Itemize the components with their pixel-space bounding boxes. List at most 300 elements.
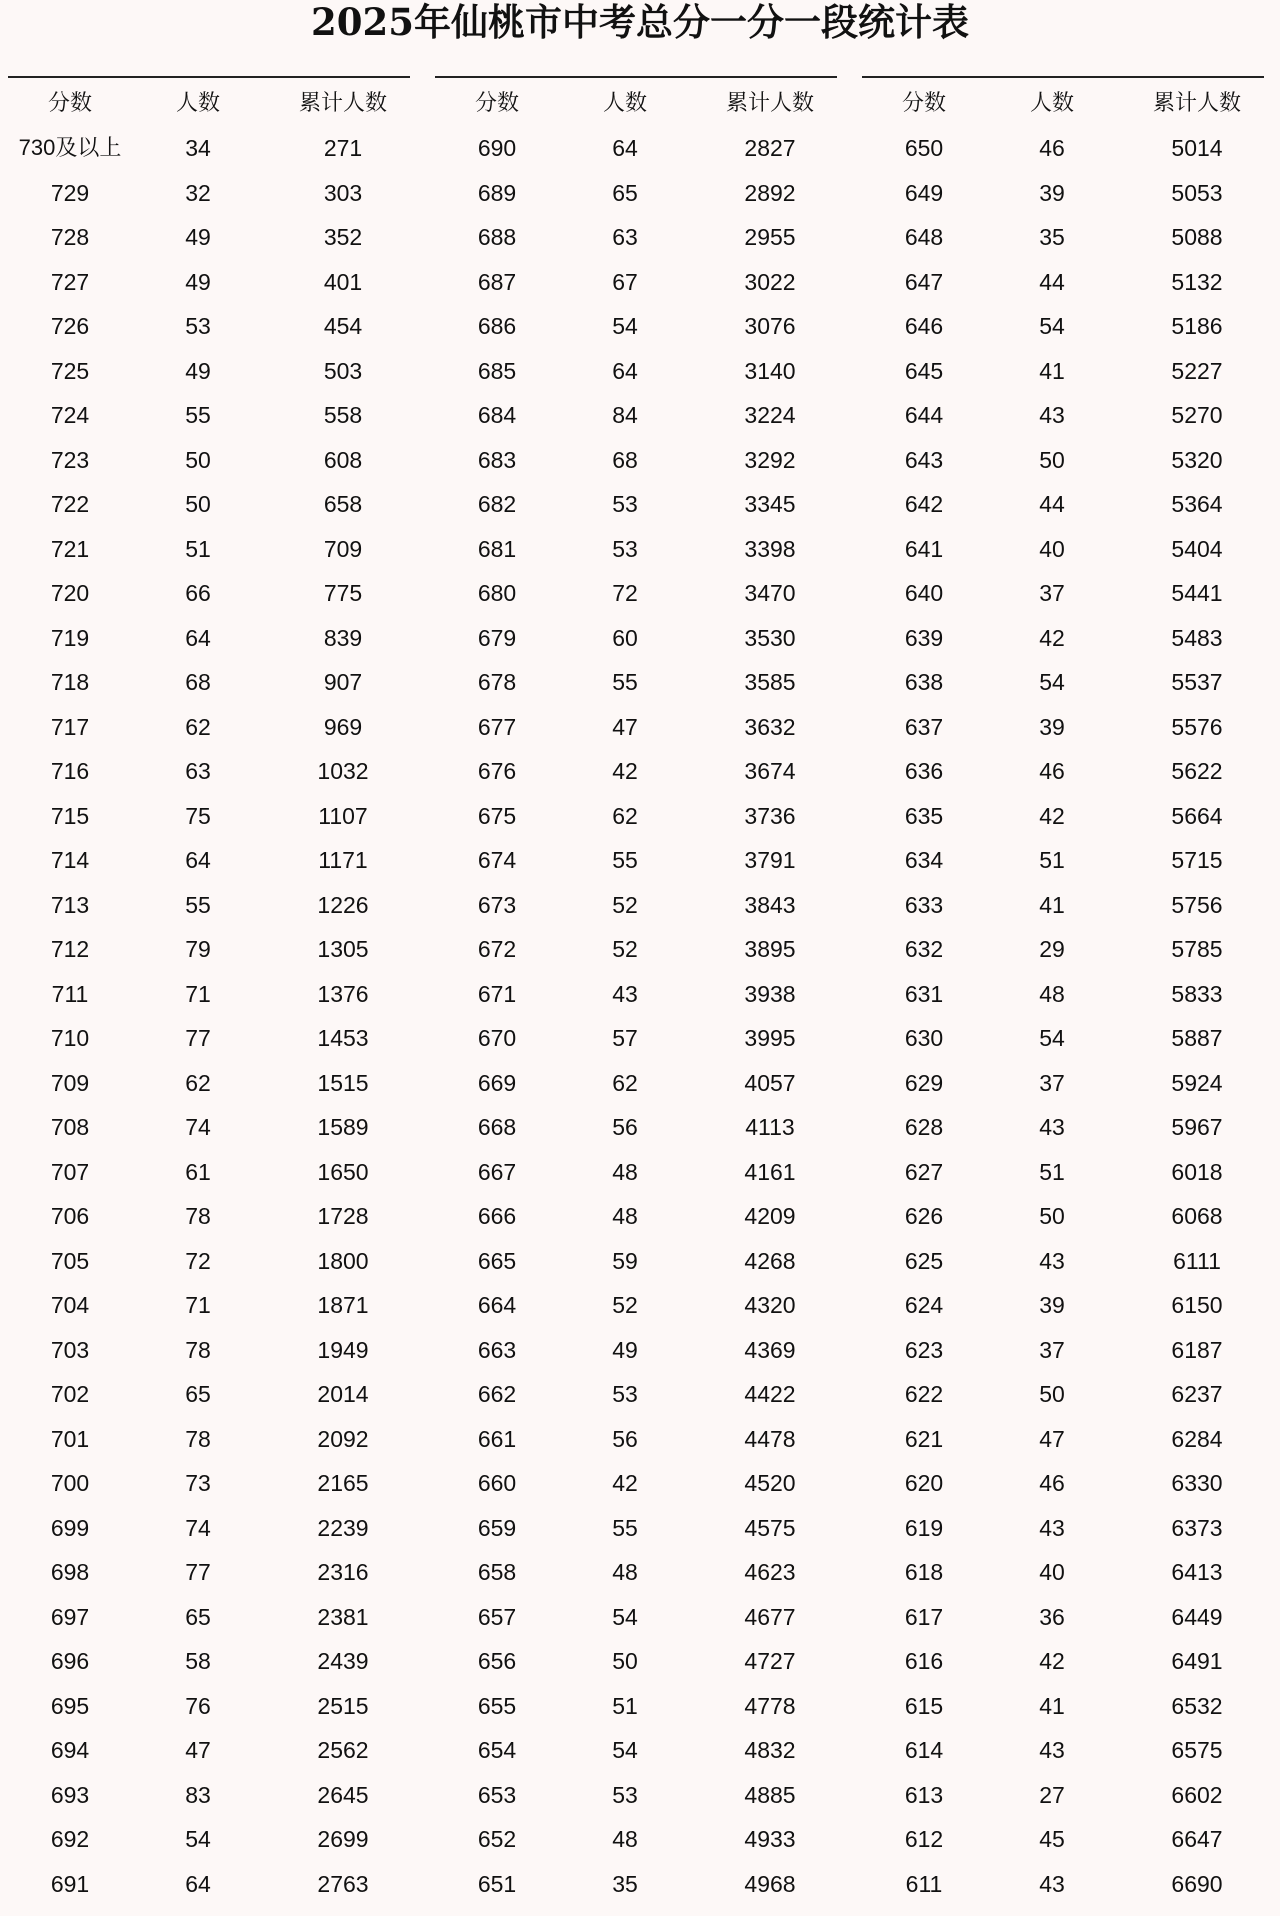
score-cell: 692: [50, 1826, 90, 1852]
score-cell: 670: [477, 1025, 517, 1051]
count-cell: 37: [1039, 580, 1065, 606]
cumulative-cell: 608: [323, 446, 363, 473]
cumulative-cell: 271: [323, 135, 363, 161]
count-cell: 43: [612, 980, 638, 1007]
count-cell: 51: [1039, 847, 1065, 873]
count-cell: 63: [185, 758, 211, 784]
table-row: [8, 1639, 410, 1684]
table-row: [8, 1283, 410, 1328]
count-cell: 48: [1039, 980, 1065, 1007]
table-row: [862, 438, 1264, 483]
cumulative-cell: 4320: [744, 1292, 796, 1318]
score-cell: 655: [477, 1692, 517, 1719]
count-cell: 71: [185, 1292, 211, 1318]
score-cell: 616: [904, 1648, 944, 1674]
cumulative-cell: 6187: [1171, 1336, 1223, 1363]
score-cell: 632: [904, 936, 944, 962]
table-row: [8, 304, 410, 349]
table-row: [862, 1372, 1264, 1417]
count-cell: 29: [1039, 936, 1065, 962]
score-cell: 705: [50, 1247, 90, 1274]
count-cell: 64: [612, 357, 638, 384]
cumulative-cell: 3995: [744, 1025, 796, 1051]
score-cell: 693: [50, 1781, 90, 1808]
score-cell: 685: [477, 357, 517, 384]
table-row: [8, 571, 410, 616]
count-cell: 54: [612, 1603, 638, 1630]
score-cell: 671: [477, 980, 517, 1007]
score-cell: 675: [477, 802, 517, 829]
cumulative-cell: 1171: [318, 847, 368, 873]
count-cell: 64: [185, 1870, 211, 1897]
cumulative-cell: 2562: [317, 1737, 369, 1763]
count-cell: 52: [612, 1292, 638, 1318]
score-cell: 726: [50, 313, 90, 339]
table-row: [862, 1194, 1264, 1239]
score-cell: 633: [904, 891, 944, 918]
count-cell: 35: [612, 1870, 638, 1897]
score-cell: 621: [904, 1425, 944, 1452]
score-cell: 656: [477, 1648, 517, 1674]
score-cell: 615: [904, 1692, 944, 1719]
count-cell: 43: [1039, 1114, 1065, 1140]
score-cell: 627: [904, 1158, 944, 1185]
cumulative-cell: 3022: [744, 268, 796, 295]
count-cell: 35: [1039, 224, 1065, 250]
count-cell: 56: [612, 1114, 638, 1140]
count-cell: 53: [185, 313, 211, 339]
page-title: 2025年仙桃市中考总分一分一段统计表: [311, 0, 969, 44]
header-count: 人数: [175, 91, 220, 116]
table-row: [862, 215, 1264, 260]
table-panel-2: [435, 76, 837, 1906]
table-row: [8, 1372, 410, 1417]
score-cell: 665: [477, 1247, 517, 1274]
table-row: [862, 304, 1264, 349]
count-cell: 54: [1039, 669, 1065, 695]
score-cell: 687: [477, 268, 517, 295]
cumulative-cell: 4209: [744, 1203, 796, 1229]
score-cell: 718: [50, 669, 90, 695]
cumulative-cell: 2515: [317, 1692, 369, 1719]
score-cell: 706: [50, 1203, 90, 1229]
table-body: [862, 126, 1264, 1906]
cumulative-cell: 4727: [744, 1648, 796, 1674]
count-cell: 68: [612, 446, 638, 473]
cumulative-cell: 6373: [1171, 1514, 1223, 1541]
cumulative-cell: 3632: [744, 713, 796, 740]
score-cell: 669: [477, 1069, 517, 1096]
cumulative-cell: 2239: [317, 1514, 369, 1541]
count-cell: 52: [612, 936, 638, 962]
score-cell: 660: [477, 1470, 517, 1496]
table-row: [435, 883, 837, 928]
count-cell: 74: [185, 1114, 211, 1140]
cumulative-cell: 6284: [1171, 1425, 1223, 1452]
count-cell: 51: [1039, 1158, 1065, 1185]
score-cell: 674: [477, 847, 517, 873]
count-cell: 39: [1039, 1292, 1065, 1318]
score-cell: 716: [50, 758, 90, 784]
score-cell: 617: [904, 1603, 944, 1630]
count-cell: 37: [1039, 1336, 1065, 1363]
table-row: [435, 838, 837, 883]
table-row: [8, 1016, 410, 1061]
count-cell: 74: [185, 1514, 211, 1541]
cumulative-cell: 907: [323, 669, 363, 695]
count-cell: 64: [185, 624, 211, 651]
count-cell: 58: [185, 1648, 211, 1674]
cumulative-cell: 2092: [317, 1425, 369, 1452]
score-cell: 683: [477, 446, 517, 473]
count-cell: 63: [612, 224, 638, 250]
cumulative-cell: 6018: [1171, 1158, 1223, 1185]
count-cell: 46: [1039, 135, 1065, 161]
table-row: [862, 883, 1264, 928]
cumulative-cell: 6602: [1171, 1781, 1223, 1808]
table-row: [435, 1328, 837, 1373]
table-row: [435, 571, 837, 616]
count-cell: 51: [612, 1692, 638, 1719]
score-cell: 619: [904, 1514, 944, 1541]
table-row: [8, 1194, 410, 1239]
cumulative-cell: 3791: [744, 847, 796, 873]
score-cell: 697: [50, 1603, 90, 1630]
table-row: [862, 1595, 1264, 1640]
cumulative-cell: 3895: [744, 936, 796, 962]
cumulative-cell: 5887: [1171, 1025, 1223, 1051]
header-cumulative: 累计人数: [1152, 91, 1241, 116]
cumulative-cell: 5715: [1171, 847, 1223, 873]
count-cell: 37: [1039, 1069, 1065, 1096]
table-row: [862, 1684, 1264, 1729]
cumulative-cell: 3530: [744, 624, 796, 651]
header-score: 分数: [901, 91, 946, 116]
score-cell: 699: [50, 1514, 90, 1541]
cumulative-cell: 5320: [1171, 446, 1223, 473]
cumulative-cell: 5088: [1171, 224, 1223, 250]
header-count: 人数: [602, 91, 647, 116]
cumulative-cell: 558: [323, 402, 363, 428]
table-row: [862, 1150, 1264, 1195]
count-cell: 32: [185, 179, 211, 206]
table-row: [8, 1150, 410, 1195]
score-cell: 720: [50, 580, 90, 606]
count-cell: 48: [612, 1826, 638, 1852]
score-cell: 730及以上: [18, 135, 122, 160]
count-cell: 54: [1039, 1025, 1065, 1051]
count-cell: 49: [612, 1336, 638, 1363]
cumulative-cell: 1949: [317, 1336, 369, 1363]
count-cell: 62: [185, 713, 211, 740]
table-row: [8, 215, 410, 260]
cumulative-cell: 6068: [1171, 1203, 1223, 1229]
score-cell: 725: [50, 357, 90, 384]
cumulative-cell: 6413: [1171, 1559, 1223, 1585]
count-cell: 56: [612, 1425, 638, 1452]
count-cell: 57: [612, 1025, 638, 1051]
cumulative-cell: 1589: [317, 1114, 369, 1140]
cumulative-cell: 3292: [744, 446, 796, 473]
cumulative-cell: 4677: [744, 1603, 796, 1630]
count-cell: 61: [185, 1158, 211, 1185]
table-row: [862, 393, 1264, 438]
cumulative-cell: 6491: [1171, 1648, 1223, 1674]
cumulative-cell: 5404: [1171, 535, 1223, 562]
score-cell: 724: [50, 402, 90, 428]
score-cell: 643: [904, 446, 944, 473]
cumulative-cell: 4885: [744, 1781, 796, 1808]
table-row: [435, 972, 837, 1017]
cumulative-cell: 2699: [317, 1826, 369, 1852]
cumulative-cell: 5053: [1171, 179, 1223, 206]
score-cell: 646: [904, 313, 944, 339]
score-cell: 652: [477, 1826, 517, 1852]
count-cell: 62: [185, 1069, 211, 1096]
cumulative-cell: 3674: [744, 758, 796, 784]
cumulative-cell: 5186: [1171, 313, 1223, 339]
count-cell: 36: [1039, 1603, 1065, 1630]
cumulative-cell: 5364: [1171, 491, 1223, 517]
count-cell: 49: [185, 224, 211, 250]
table-row: [8, 749, 410, 794]
count-cell: 27: [1039, 1781, 1065, 1808]
count-cell: 77: [185, 1025, 211, 1051]
cumulative-cell: 401: [323, 268, 363, 295]
score-cell: 641: [904, 535, 944, 562]
table-row: [435, 393, 837, 438]
count-cell: 43: [1039, 1737, 1065, 1763]
table-row: [862, 705, 1264, 750]
score-cell: 689: [477, 179, 517, 206]
count-cell: 65: [612, 179, 638, 206]
cumulative-cell: 4933: [744, 1826, 796, 1852]
table-row: [862, 1283, 1264, 1328]
count-cell: 45: [1039, 1826, 1065, 1852]
cumulative-cell: 658: [323, 491, 363, 517]
count-cell: 79: [185, 936, 211, 962]
score-cell: 680: [477, 580, 517, 606]
cumulative-cell: 4778: [744, 1692, 796, 1719]
count-cell: 54: [185, 1826, 211, 1852]
cumulative-cell: 2827: [744, 135, 796, 161]
score-cell: 701: [50, 1425, 90, 1452]
cumulative-cell: 1376: [317, 980, 369, 1007]
cumulative-cell: 4369: [744, 1336, 796, 1363]
table-row: [435, 1773, 837, 1818]
table-row: [435, 349, 837, 394]
cumulative-cell: 5756: [1171, 891, 1223, 918]
table-row: [435, 215, 837, 260]
score-cell: 657: [477, 1603, 517, 1630]
cumulative-cell: 1871: [317, 1292, 369, 1318]
cumulative-cell: 3843: [744, 891, 796, 918]
table-row: [435, 1283, 837, 1328]
table-row: [8, 1061, 410, 1106]
score-cell: 682: [477, 491, 517, 517]
cumulative-cell: 6330: [1171, 1470, 1223, 1496]
count-cell: 40: [1039, 535, 1065, 562]
table-row: [435, 749, 837, 794]
score-cell: 648: [904, 224, 944, 250]
table-row: [435, 1461, 837, 1506]
cumulative-cell: 2316: [317, 1559, 369, 1585]
count-cell: 48: [612, 1203, 638, 1229]
count-cell: 83: [185, 1781, 211, 1808]
table-row: [435, 527, 837, 572]
cumulative-cell: 5785: [1171, 936, 1223, 962]
table-body: [435, 126, 837, 1906]
count-cell: 44: [1039, 268, 1065, 295]
table-row: [862, 794, 1264, 839]
table-row: [862, 972, 1264, 1017]
count-cell: 72: [185, 1247, 211, 1274]
score-cell: 629: [904, 1069, 944, 1096]
count-cell: 54: [1039, 313, 1065, 339]
table-row: [862, 260, 1264, 305]
cumulative-cell: 4575: [744, 1514, 796, 1541]
cumulative-cell: 3938: [744, 980, 796, 1007]
table-panel-3: [862, 76, 1264, 1906]
score-cell: 709: [50, 1069, 90, 1096]
count-cell: 65: [185, 1603, 211, 1630]
header-score: 分数: [47, 91, 92, 116]
table-row: [862, 1506, 1264, 1551]
count-cell: 44: [1039, 491, 1065, 517]
cumulative-cell: 4268: [744, 1247, 796, 1274]
score-cell: 658: [477, 1559, 517, 1585]
table-row: [862, 1639, 1264, 1684]
table-row: [435, 438, 837, 483]
cumulative-cell: 2892: [744, 179, 796, 206]
table-row: [8, 1417, 410, 1462]
score-cell: 653: [477, 1781, 517, 1808]
table-row: [8, 1595, 410, 1640]
count-cell: 43: [1039, 402, 1065, 428]
score-cell: 684: [477, 402, 517, 428]
score-cell: 723: [50, 446, 90, 473]
cumulative-cell: 6532: [1171, 1692, 1223, 1719]
count-cell: 72: [612, 580, 638, 606]
score-cell: 700: [50, 1470, 90, 1496]
score-cell: 727: [50, 268, 90, 295]
count-cell: 47: [185, 1737, 211, 1763]
count-cell: 62: [612, 802, 638, 829]
score-cell: 704: [50, 1292, 90, 1318]
table-row: [862, 482, 1264, 527]
count-cell: 53: [612, 1381, 638, 1407]
cumulative-cell: 5132: [1171, 268, 1223, 295]
table-row: [8, 349, 410, 394]
score-cell: 715: [50, 802, 90, 829]
table-row: [435, 1194, 837, 1239]
count-cell: 47: [612, 713, 638, 740]
table-row: [435, 1150, 837, 1195]
count-cell: 50: [1039, 446, 1065, 473]
score-cell: 613: [904, 1781, 944, 1808]
cumulative-cell: 5227: [1171, 357, 1223, 384]
table-row: [435, 1239, 837, 1284]
table-row: [8, 1728, 410, 1773]
count-cell: 50: [185, 446, 211, 473]
score-cell: 661: [477, 1425, 517, 1452]
table-row: [435, 1728, 837, 1773]
cumulative-cell: 1800: [317, 1247, 369, 1274]
count-cell: 43: [1039, 1514, 1065, 1541]
score-cell: 663: [477, 1336, 517, 1363]
table-row: [862, 349, 1264, 394]
score-cell: 694: [50, 1737, 90, 1763]
count-cell: 55: [185, 402, 211, 428]
count-cell: 50: [1039, 1381, 1065, 1407]
count-cell: 78: [185, 1425, 211, 1452]
cumulative-cell: 4832: [744, 1737, 796, 1763]
table-row: [862, 1461, 1264, 1506]
table-row: [435, 304, 837, 349]
table-row: [8, 126, 410, 171]
cumulative-cell: 5441: [1171, 580, 1223, 606]
count-cell: 53: [612, 1781, 638, 1808]
table-row: [8, 927, 410, 972]
table-row: [862, 126, 1264, 171]
score-cell: 650: [904, 135, 944, 161]
cumulative-cell: 4113: [745, 1114, 795, 1140]
score-cell: 611: [905, 1870, 943, 1897]
count-cell: 43: [1039, 1247, 1065, 1274]
table-row: [862, 1417, 1264, 1462]
count-cell: 50: [1039, 1203, 1065, 1229]
score-cell: 722: [50, 491, 90, 517]
cumulative-cell: 4422: [744, 1381, 796, 1407]
cumulative-cell: 5014: [1171, 135, 1223, 161]
table-row: [8, 660, 410, 705]
header-row: [862, 78, 1264, 126]
count-cell: 42: [1039, 802, 1065, 829]
table-row: [435, 616, 837, 661]
count-cell: 40: [1039, 1559, 1065, 1585]
cumulative-cell: 969: [323, 713, 363, 740]
header-row: [8, 78, 410, 126]
count-cell: 55: [185, 891, 211, 918]
count-cell: 41: [1039, 1692, 1065, 1719]
score-cell: 637: [904, 713, 944, 740]
table-row: [8, 705, 410, 750]
count-cell: 55: [612, 1514, 638, 1541]
cumulative-cell: 5537: [1171, 669, 1223, 695]
score-cell: 640: [904, 580, 944, 606]
table-row: [862, 838, 1264, 883]
score-cell: 714: [50, 847, 90, 873]
cumulative-cell: 303: [323, 179, 363, 206]
score-cell: 717: [50, 713, 90, 740]
score-cell: 635: [904, 802, 944, 829]
table-row: [435, 1372, 837, 1417]
count-cell: 42: [612, 1470, 638, 1496]
cumulative-cell: 5483: [1171, 624, 1223, 651]
count-cell: 39: [1039, 713, 1065, 740]
score-cell: 639: [904, 624, 944, 651]
table-row: [435, 1105, 837, 1150]
table-row: [8, 482, 410, 527]
table-row: [435, 705, 837, 750]
table-row: [435, 482, 837, 527]
table-row: [8, 171, 410, 216]
score-cell: 713: [50, 891, 90, 918]
count-cell: 54: [612, 313, 638, 339]
score-cell: 649: [904, 179, 944, 206]
count-cell: 78: [185, 1336, 211, 1363]
score-cell: 647: [904, 268, 944, 295]
